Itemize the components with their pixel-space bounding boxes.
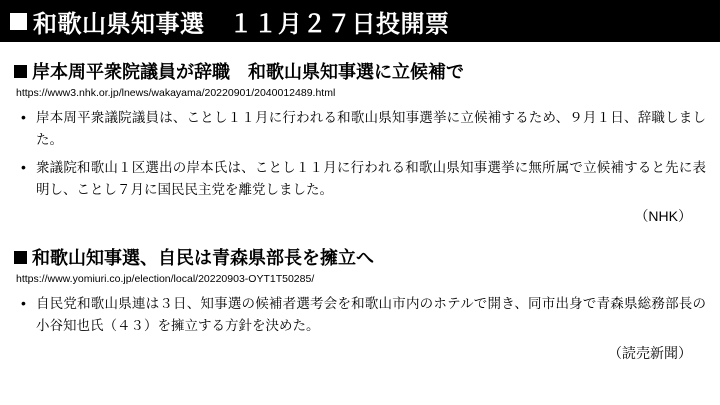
section-heading-label: 岸本周平衆院議員が辞職 和歌山県知事選に立候補で	[32, 62, 464, 82]
page-title: 和歌山県知事選 １１月２７日投開票	[33, 10, 450, 38]
bullet-list-nhk	[14, 107, 706, 201]
white-square-bullet-icon	[10, 13, 27, 30]
slide-title-bar	[0, 0, 720, 42]
slide-content	[0, 42, 720, 363]
section-heading-label: 和歌山知事選、自民は青森県部長を擁立へ	[32, 248, 374, 269]
list-item: • 岸本周平衆議院議員は、ことし１１月に行われる和歌山県知事選挙に立候補するため、９月１日、辞職しました。	[14, 107, 706, 152]
section-yomiuri	[14, 244, 706, 363]
section-nhk	[14, 58, 706, 226]
section-spacer	[14, 230, 706, 238]
black-square-bullet-icon	[14, 251, 27, 264]
section-heading-yomiuri	[14, 244, 706, 270]
list-item: • 自民党和歌山県連は３日、知事選の候補者選考会を和歌山市内のホテルで開き、同市出身で青森県総務部長の小谷知也氏（４３）を擁立する方針を決めた。	[14, 293, 706, 338]
list-item: • 衆議院和歌山１区選出の岸本氏は、ことし１１月に行われる和歌山県知事選挙に無所属で立候補すると先に表明し、ことし７月に国民民主党を離党しました。	[14, 157, 706, 202]
section-heading-nhk	[14, 58, 706, 84]
source-url-nhk[interactable]: https://www3.nhk.or.jp/lnews/wakayama/20220901/2040012489.html	[16, 87, 336, 99]
source-url-yomiuri[interactable]: https://www.yomiuri.co.jp/election/local/20220903-OYT1T50285/	[16, 273, 315, 286]
bullet-list-yomiuri	[14, 293, 706, 338]
attribution-nhk: （NHK）	[634, 208, 692, 225]
black-square-bullet-icon	[14, 65, 27, 78]
attribution-yomiuri: （読売新聞）	[608, 344, 692, 361]
